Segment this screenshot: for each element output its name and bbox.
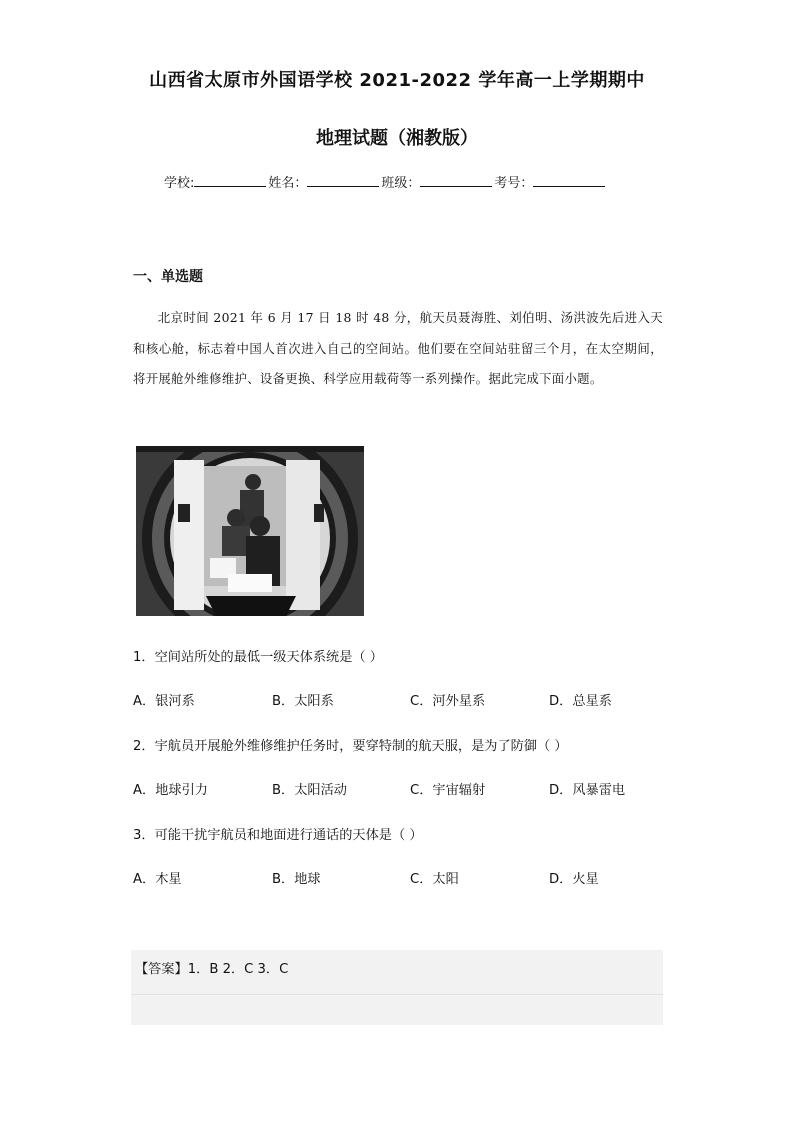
question-1-stem: 1．空间站所处的最低一级天体系统是（ ） bbox=[133, 650, 383, 665]
question-2-options bbox=[133, 779, 693, 799]
q1-option-a[interactable]: A．银河系 bbox=[133, 694, 195, 709]
name-label: 姓名： bbox=[268, 176, 308, 191]
number-label: 考号： bbox=[494, 176, 534, 191]
section-heading: 一、单选题 bbox=[133, 269, 203, 285]
q2-option-d[interactable]: D．风暴雷电 bbox=[549, 783, 626, 798]
answer-box bbox=[131, 950, 663, 1025]
question-2-stem: 2．宇航员开展舱外维修维护任务时，要穿特制的航天服，是为了防御（ ） bbox=[133, 739, 568, 754]
student-info-line bbox=[164, 172, 607, 191]
class-blank bbox=[420, 174, 492, 187]
q3-option-d[interactable]: D．火星 bbox=[549, 872, 599, 887]
q3-option-a[interactable]: A．木星 bbox=[133, 872, 182, 887]
q1-option-b[interactable]: B．太阳系 bbox=[272, 694, 334, 709]
name-blank bbox=[307, 174, 379, 187]
reading-passage: 北京时间 2021 年 6 月 17 日 18 时 48 分，航天员聂海胜、刘伯明、汤洪波先后进入天和核心舱，标志着中国人首次进入自己的空间站。他们要在空间站驻留三个月，在太空期间，将开展舱外维修维护、设备更换、科学应用载荷等一系列操作。据此完成下面小题。 bbox=[133, 310, 663, 386]
q2-option-c[interactable]: C．宇宙辐射 bbox=[410, 783, 486, 798]
exam-title-line-2: 地理试题（湘教版） bbox=[316, 128, 478, 149]
q2-option-b[interactable]: B．太阳活动 bbox=[272, 783, 347, 798]
question-3-options bbox=[133, 868, 693, 888]
answer-text: 【答案】1．B 2．C 3．C bbox=[135, 962, 289, 977]
space-station-photo bbox=[136, 446, 364, 616]
question-1-options bbox=[133, 690, 693, 710]
q1-option-d[interactable]: D．总星系 bbox=[549, 694, 612, 709]
exam-title-line-1: 山西省太原市外国语学校 2021-2022 学年高一上学期期中 bbox=[149, 70, 645, 91]
q3-option-c[interactable]: C．太阳 bbox=[410, 872, 459, 887]
class-label: 班级： bbox=[381, 176, 421, 191]
question-3-stem: 3．可能干扰宇航员和地面进行通话的天体是（ ） bbox=[133, 828, 423, 843]
q2-option-a[interactable]: A．地球引力 bbox=[133, 783, 208, 798]
school-label: 学校: bbox=[164, 176, 195, 191]
number-blank bbox=[533, 174, 605, 187]
answer-divider bbox=[131, 994, 663, 995]
school-blank bbox=[194, 174, 266, 187]
q3-option-b[interactable]: B．地球 bbox=[272, 872, 321, 887]
q1-option-c[interactable]: C．河外星系 bbox=[410, 694, 486, 709]
